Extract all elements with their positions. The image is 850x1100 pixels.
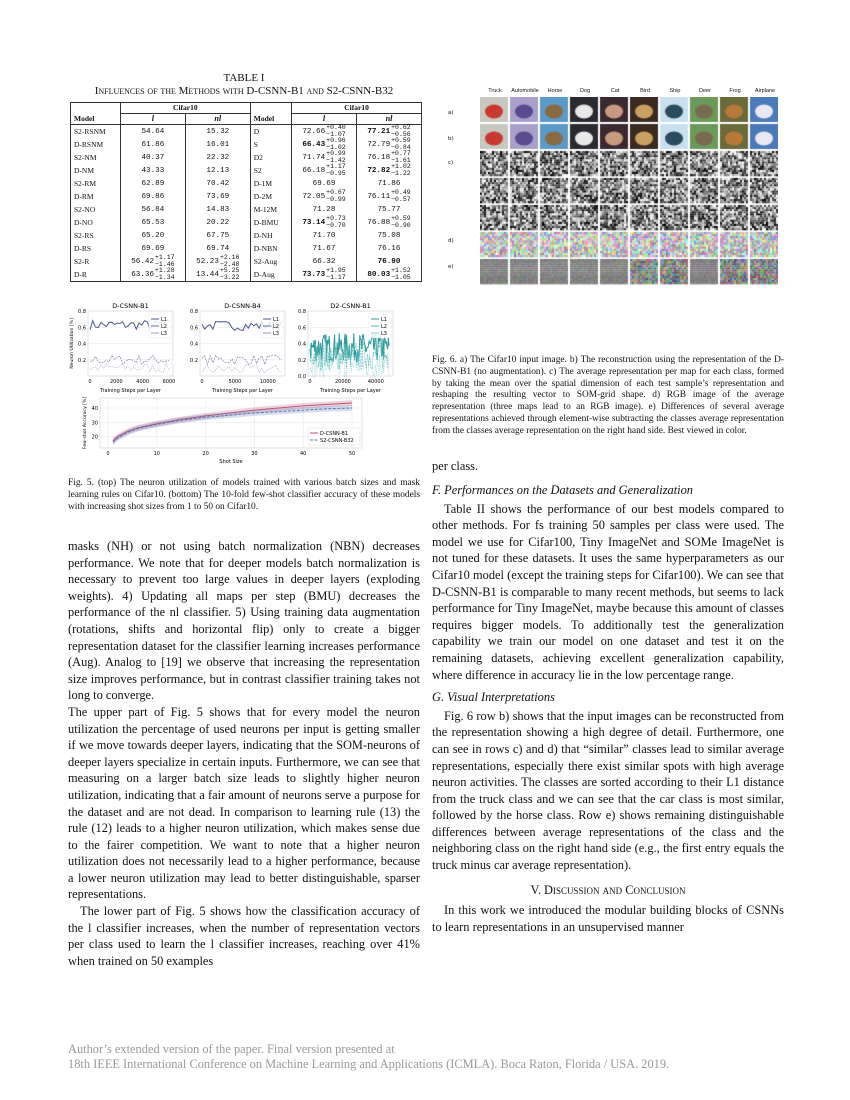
cell-error-range: +1.95 −1.17 — [326, 267, 346, 281]
table-cell — [120, 255, 185, 268]
paragraph: The lower part of Fig. 5 shows how the classification accuracy of the l classifier increases, when the number of representation vectors per class used to learn the l classifier increases, reaching over 41% when trained on 50 examples — [68, 904, 420, 968]
model-name: S2-RS — [71, 229, 121, 242]
table-cell — [357, 151, 422, 164]
table-cell — [185, 177, 250, 190]
figure-5-plots — [68, 298, 420, 470]
cell-value: 16.01 — [206, 140, 230, 149]
table-cell — [185, 190, 250, 203]
table-row — [71, 125, 422, 139]
footer — [68, 1042, 669, 1072]
x-axis-label: Training Steps per Layer — [320, 388, 381, 394]
cell-value: 80.03 — [367, 270, 391, 279]
y-tick-label: 0.8 — [190, 309, 198, 315]
cell-value: 52.23 — [196, 257, 219, 266]
class-label: Truck — [488, 88, 502, 94]
class-label: Dog — [579, 88, 591, 94]
cell-value: 14.83 — [206, 205, 230, 214]
column-header: Model — [71, 114, 121, 125]
cell-error-range: +0.59 −0.84 — [391, 137, 411, 151]
table-cell — [185, 242, 250, 255]
class-label: Airplane — [754, 88, 776, 94]
model-name: S2 — [250, 164, 291, 177]
x-axis-label: Training Steps per Layer — [100, 388, 161, 394]
x-tick-label: 10000 — [259, 379, 276, 385]
figure-5 — [68, 298, 420, 470]
y-axis-label: Few-shot Accuracy [%] — [83, 396, 88, 450]
right-column-text — [432, 458, 784, 475]
cell-error-range: +5.25 −3.22 — [219, 267, 240, 281]
cell-value: 63.36 — [131, 270, 155, 279]
table-cell — [292, 177, 357, 190]
legend-label: L2 — [273, 324, 279, 330]
y-tick-label: 0.6 — [190, 325, 198, 332]
model-name: D-NH — [250, 229, 291, 242]
model-name: D-NO — [71, 216, 121, 229]
legend-label: S2-CSNN-B32 — [320, 438, 354, 444]
cell-error-range: +1.02 −1.22 — [391, 163, 411, 177]
table-cell — [292, 242, 357, 255]
table-cell — [357, 164, 422, 177]
cell-error-range: +0.49 −0.57 — [391, 189, 411, 203]
figure-6 — [440, 88, 780, 288]
right-column-body — [432, 476, 784, 935]
cell-value: 73.14 — [302, 218, 326, 227]
y-tick-label: 0.6 — [298, 325, 306, 332]
paragraph: per class. — [432, 459, 479, 473]
table-cell — [292, 268, 357, 282]
table-row — [71, 138, 422, 151]
cell-value: 56.84 — [141, 205, 165, 214]
cell-value: 69.69 — [312, 179, 336, 188]
model-name: S2-R — [71, 255, 121, 268]
cell-value: 72.05 — [302, 192, 326, 201]
legend-label: L1 — [273, 317, 279, 323]
figure-5-caption: Fig. 5. (top) The neuron utilization of models trained with various batch sizes and mask learning rules on Cifar10. (bottom) The 10-fold few-shot classifier accuracy of these models with increasing shot sizes from 1 to 50 on Cifar10. — [68, 478, 420, 512]
y-tick-label: 0.2 — [78, 357, 86, 364]
column-header: nl — [185, 114, 250, 125]
results-table — [70, 102, 422, 282]
y-tick-label: 0.4 — [78, 341, 86, 348]
table-cell — [120, 138, 185, 151]
y-tick-label: 0.2 — [190, 357, 198, 364]
row-label: d) — [448, 238, 454, 244]
cell-value: 22.32 — [206, 153, 230, 162]
legend-label: L2 — [381, 324, 387, 330]
plot-title: D2-CSNN-B1 — [330, 302, 371, 310]
cell-value: 15.32 — [206, 127, 230, 136]
x-tick-label: 0 — [106, 451, 110, 457]
y-tick-label: 0.8 — [298, 309, 306, 315]
model-name: D-NBN — [250, 242, 291, 255]
table-cell — [357, 268, 422, 282]
y-tick-label: 0.0 — [298, 374, 306, 380]
cell-value: 43.33 — [141, 166, 165, 175]
table-cell — [120, 229, 185, 242]
cell-error-range: +1.52 −1.05 — [391, 267, 411, 281]
table-cell — [120, 242, 185, 255]
y-tick-label: 20 — [91, 434, 98, 441]
class-label: Cat — [610, 88, 620, 94]
table-row — [71, 268, 422, 282]
table-row — [71, 203, 422, 216]
class-label: Frog — [729, 88, 741, 94]
cell-value: 76.18 — [367, 153, 391, 162]
class-label: Ship — [669, 88, 681, 94]
cell-value: 61.86 — [141, 140, 165, 149]
x-tick-label: 0 — [88, 379, 92, 385]
paragraph: In this work we introduced the modular building blocks of CSNNs to learn representations in an unsupervised manner — [432, 903, 784, 934]
table-row — [71, 190, 422, 203]
legend-label: L1 — [161, 317, 167, 323]
group-header: Cifar10 — [120, 103, 250, 114]
table-cell — [292, 203, 357, 216]
table-row — [71, 164, 422, 177]
cell-value: 13.44 — [196, 270, 219, 279]
row-label: e) — [448, 264, 454, 270]
cell-value: 73.73 — [302, 270, 326, 279]
cell-value: 77.21 — [367, 127, 391, 136]
class-label: Deer — [699, 88, 711, 94]
table-cell — [185, 229, 250, 242]
table-cell — [120, 268, 185, 282]
model-name: S2-Aug — [250, 255, 291, 268]
legend-label: L3 — [273, 331, 279, 337]
model-name: D-2M — [250, 190, 291, 203]
x-tick-label: 50 — [348, 451, 356, 457]
cell-error-range: +0.77 −1.61 — [391, 150, 411, 164]
x-tick-label: 20000 — [334, 379, 351, 385]
cell-value: 69.69 — [141, 244, 165, 253]
figure-6-caption: Fig. 6. a) The Cifar10 input image. b) The reconstruction using the representation of the D-CSNN-B1 (no augmentation). c) The average representation per map for each class, formed by taking the mean over the spatial dimension of each test sample’s representation and reshaping the resulting vector to SOM-grid shape. d) RGB image of the average representation (three maps lead to an RGB image). e) Differences of several average representations achieved through element-wise subtracting the classes average representation from the classes average representation on the right hand side. Best viewed in color. — [432, 355, 784, 436]
cell-error-range: +0.73 −0.70 — [326, 215, 346, 229]
x-tick-label: 20 — [202, 451, 209, 457]
cell-error-range: +0.96 −1.02 — [326, 137, 346, 151]
x-tick-label: 6000 — [162, 379, 176, 385]
table-cell — [185, 138, 250, 151]
paragraph: masks (NH) or not using batch normalization (NBN) decreases performance. We note that for deeper models batch normalization is necessary to prevent too large values in deeper layers (exploding weights). 4) Updating all maps per step (BMU) decreases the performance of the nl classifier. 5) Using training data augmentation (rotations, shifts and horizontal flip) only to create a bigger representation dataset for the classifier learning increases performance (Aug). Analog to [19] we observe that increasing the representation size improves performance, but in contrast classifier training takes not long to converge. — [68, 539, 420, 703]
y-tick-label: 0.8 — [78, 309, 86, 315]
model-name: S2-RSNM — [71, 125, 121, 139]
table-cell — [120, 151, 185, 164]
table-cell — [120, 177, 185, 190]
table-container — [70, 102, 422, 282]
cell-error-range: +0.62 −0.56 — [391, 124, 411, 138]
section-heading-g: G. Visual Interpretations — [432, 690, 555, 705]
cell-error-range: +2.16 −2.48 — [219, 254, 240, 268]
cell-value: 71.70 — [312, 231, 336, 240]
model-name: D-1M — [250, 177, 291, 190]
table-header-row — [71, 114, 422, 125]
cell-value: 65.20 — [141, 231, 165, 240]
model-name: D — [250, 125, 291, 139]
legend-label: L3 — [381, 331, 387, 337]
y-tick-label: 30 — [91, 420, 98, 427]
table-group-header — [71, 103, 422, 114]
cell-value: 69.86 — [141, 192, 165, 201]
x-tick-label: 5000 — [228, 379, 242, 385]
table-cell — [185, 164, 250, 177]
section-heading-f: F. Performances on the Datasets and Generalization — [432, 483, 693, 497]
model-name: D-RS — [71, 242, 121, 255]
model-name: D-RSNM — [71, 138, 121, 151]
table-cell — [120, 216, 185, 229]
cell-value: 73.69 — [206, 192, 230, 201]
footer-line: Author’s extended version of the paper. Final version presented at — [68, 1042, 395, 1056]
table-cell — [292, 138, 357, 151]
table-cell — [357, 229, 422, 242]
left-column-text — [68, 538, 420, 969]
cell-error-range: +0.99 −1.42 — [326, 150, 346, 164]
table-cell — [292, 255, 357, 268]
table-row — [71, 177, 422, 190]
plot-title: D-CSNN-B1 — [112, 302, 149, 310]
cell-value: 62.89 — [141, 179, 165, 188]
table-cell — [185, 268, 250, 282]
paragraph: The upper part of Fig. 5 shows that for every model the neuron utilization the percentage of used neurons per input is getting smaller if we move towards deeper layers, indicating that the SOM-neurons of deeper layers specialize in certain inputs. Furthermore, we can see that measuring on a larger batch size leads to slightly higher neuron utilization, indicating that a fair amount of neurons serve a purpose for the dataset and are not dead. In comparison to learning rule (13) the rule (12) leads to a higher neuron utilization, which makes sense due to the fairer competition. We want to note that a higher neuron utilization does not necessarily lead to a higher performance, because a lower neuron utilization may lead to better distinguishable, sparser representations. — [68, 704, 420, 902]
table-cell — [357, 255, 422, 268]
table-cell — [185, 216, 250, 229]
footer-line: 18th IEEE International Conference on Machine Learning and Applications (ICMLA). Boca Raton, Florida / USA. 2019. — [68, 1057, 670, 1071]
cell-value: 76.88 — [367, 218, 391, 227]
cell-value: 72.66 — [302, 127, 326, 136]
model-name: D-Aug — [250, 268, 291, 282]
table-cell — [292, 164, 357, 177]
cell-value: 76.90 — [377, 257, 401, 266]
x-tick-label: 2000 — [109, 379, 123, 385]
x-tick-label: 30 — [251, 451, 258, 457]
group-header: Cifar10 — [292, 103, 422, 114]
table-cell — [357, 242, 422, 255]
table-cell — [292, 190, 357, 203]
table-title: TABLE I — [223, 72, 265, 84]
table-row — [71, 255, 422, 268]
table-row — [71, 229, 422, 242]
cell-error-range: +1.17 −0.95 — [326, 163, 346, 177]
figure-6-image-grid — [480, 97, 778, 286]
table-cell — [357, 138, 422, 151]
table-cell — [357, 177, 422, 190]
cell-value: 20.22 — [206, 218, 230, 227]
table-caption — [68, 72, 420, 98]
cell-error-range: +1.17 −1.46 — [155, 254, 175, 268]
table-row — [71, 151, 422, 164]
cell-value: 75.08 — [377, 231, 401, 240]
row-label: c) — [448, 160, 454, 166]
table-cell — [292, 229, 357, 242]
class-label: Automobile — [511, 88, 539, 94]
model-name: S2-NM — [71, 151, 121, 164]
cell-value: 66.43 — [302, 140, 326, 149]
table-subtitle: Influences of the Methods with D-CSNN-B1 and S2-CSNN-B32 — [94, 85, 394, 97]
x-tick-label: 0 — [308, 379, 312, 385]
table-cell — [120, 125, 185, 139]
cell-value: 66.18 — [302, 166, 326, 175]
cell-value: 66.32 — [312, 257, 336, 266]
table-row — [71, 216, 422, 229]
cell-value: 71.28 — [312, 205, 336, 214]
cell-error-range: +0.59 −0.90 — [391, 215, 411, 229]
cell-value: 71.67 — [312, 244, 336, 253]
y-tick-label: 0.2 — [298, 357, 306, 364]
empty-header — [71, 103, 121, 114]
cell-value: 76.11 — [367, 192, 391, 201]
model-name: D-R — [71, 268, 121, 282]
table-cell — [185, 125, 250, 139]
legend-label: D-CSNN-B1 — [320, 431, 349, 437]
legend-label: L2 — [161, 324, 167, 330]
cell-value: 70.42 — [206, 179, 230, 188]
class-label: Horse — [547, 88, 563, 94]
cell-value: 69.74 — [206, 244, 230, 253]
y-axis-label: Neuron Utilization [%] — [70, 318, 75, 369]
legend-label: L3 — [161, 331, 167, 337]
y-tick-label: 0.6 — [78, 325, 86, 332]
empty-header — [250, 103, 291, 114]
cell-value: 12.13 — [206, 166, 230, 175]
x-tick-label: 0 — [200, 379, 204, 385]
cell-value: 65.53 — [141, 218, 165, 227]
cell-error-range: +1.28 −1.34 — [155, 267, 175, 281]
class-label: Bird — [640, 88, 650, 94]
cell-error-range: +0.67 −0.99 — [326, 189, 346, 203]
cell-value: 72.79 — [367, 140, 391, 149]
model-name: S2-NO — [71, 203, 121, 216]
cell-value: 71.86 — [377, 179, 401, 188]
model-name: S — [250, 138, 291, 151]
cell-value: 71.74 — [302, 153, 326, 162]
model-name: D-RM — [71, 190, 121, 203]
column-header: l — [120, 114, 185, 125]
table-cell — [185, 203, 250, 216]
cell-value: 67.75 — [206, 231, 230, 240]
x-tick-label: 40000 — [367, 379, 384, 385]
table-cell — [357, 190, 422, 203]
x-axis-label: Shot Size — [219, 459, 243, 465]
plot-title: D-CSNN-B4 — [224, 302, 261, 310]
model-name: D-BMU — [250, 216, 291, 229]
section-heading-v: V. Discussion and Conclusion — [530, 882, 686, 897]
cell-value: 54.64 — [141, 127, 165, 136]
table-cell — [185, 151, 250, 164]
cell-value: 72.82 — [367, 166, 391, 175]
model-name: S2-RM — [71, 177, 121, 190]
legend-label: L1 — [381, 317, 387, 323]
cell-value: 40.37 — [141, 153, 165, 162]
table-cell — [120, 203, 185, 216]
y-tick-label: 0.4 — [190, 341, 198, 348]
table-cell — [120, 190, 185, 203]
column-header: nl — [385, 114, 393, 123]
table-row — [71, 242, 422, 255]
table-cell — [292, 216, 357, 229]
cell-error-range: +0.40 −1.07 — [326, 124, 346, 138]
table-cell — [357, 216, 422, 229]
cell-value: 75.77 — [377, 205, 401, 214]
model-name: M-12M — [250, 203, 291, 216]
table-cell — [357, 125, 422, 139]
cell-value: 76.16 — [377, 244, 401, 253]
table-cell — [185, 255, 250, 268]
table-cell — [120, 164, 185, 177]
table-cell — [292, 125, 357, 139]
y-tick-label: 0.4 — [298, 341, 306, 348]
table-cell — [292, 151, 357, 164]
row-label: a) — [448, 110, 454, 116]
table-cell — [357, 203, 422, 216]
model-name: D-NM — [71, 164, 121, 177]
paragraph: Fig. 6 row b) shows that the input images can be reconstructed from the representation showing a high degree of detail. Furthermore, one can see in rows c) and d) that “similar” classes lead to similar average representations, especially there exist similar spots with high average neuron activities. The classes are sorted according to their L1 distance from the truck class and we can see that the car class is most similar, followed by the horse class. Row e) shows remaining distinguishable differences between average representations of the class and the neighboring class on the right hand side (e.g., the first entry equals the truck minus car average representation). — [432, 708, 784, 873]
x-tick-label: 10 — [153, 451, 160, 457]
x-tick-label: 40 — [300, 451, 307, 457]
row-label: b) — [448, 136, 454, 142]
model-name: D2 — [250, 151, 291, 164]
column-header: Model — [250, 114, 291, 125]
cell-value: 56.42 — [131, 257, 155, 266]
x-axis-label: Training Steps per Layer — [212, 388, 273, 394]
y-tick-label: 40 — [91, 406, 98, 412]
x-tick-label: 4000 — [136, 379, 150, 385]
column-header: l — [292, 114, 357, 125]
paragraph: Table II shows the performance of our best models compared to other methods. For fs training 50 samples per class were used. The model we use for Cifar100, Tiny ImageNet and SOMe ImageNet is not tuned for these datasets. It uses the same hyperparameters as our Cifar10 model (except the training steps for Cifar100). We can see that D-CSNN-B1 is comparable to many recent methods, but seems to lack performance for Tiny ImageNet, maybe because this amount of classes requires bigger models. To additionally test the generalization capability we train our model on one dataset and test it on the remaining datasets, achieving excellent generalization capability, where difference in accuracy lie in the low percentage range. — [432, 501, 784, 682]
